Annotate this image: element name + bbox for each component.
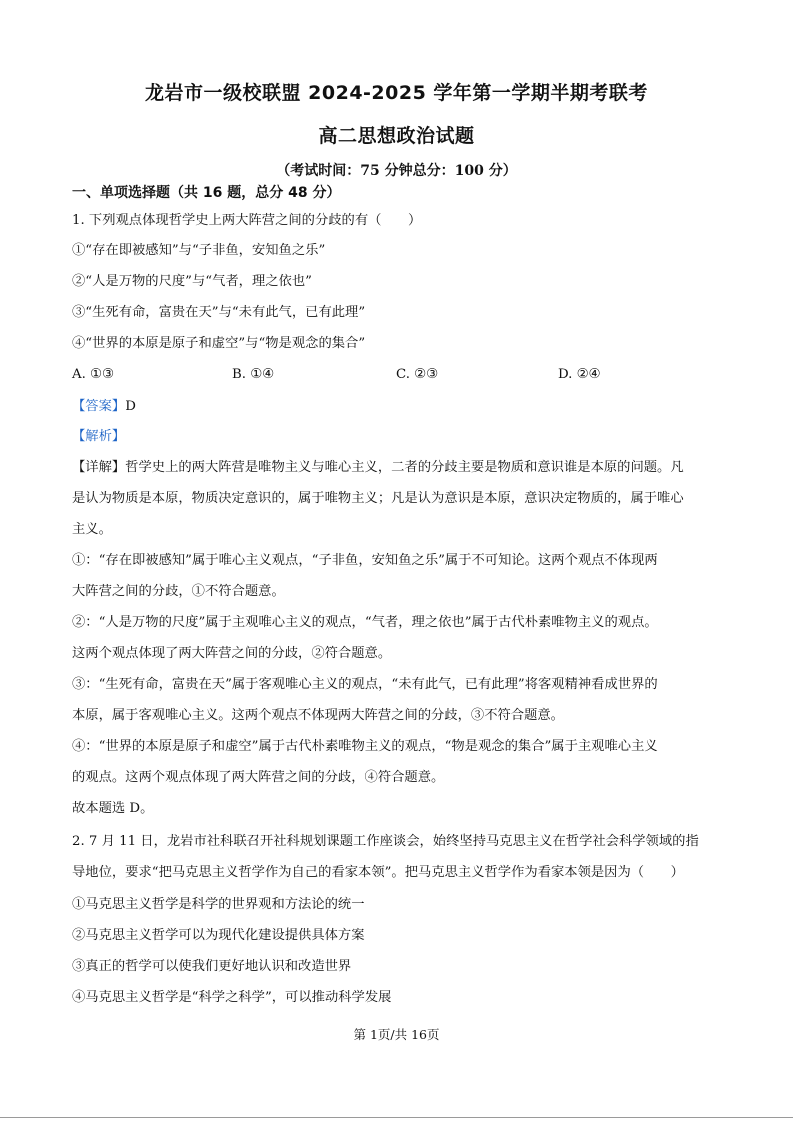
q1-option-a: A. ①③ <box>72 367 114 382</box>
question-2-stem: 2. 7 月 11 日，龙岩市社科联召开社科规划课题工作座谈会，始终坚持马克思主义在哲学社会科学领域的指 <box>72 834 699 849</box>
q2-statement-3: ③真正的哲学可以使我们更好地认识和改造世界 <box>72 959 352 974</box>
q1-detail-line: 主义。 <box>72 522 112 537</box>
page-number: 第 1页/共 16页 <box>353 1027 440 1042</box>
q1-detail-line: 大阵营之间的分歧，①不符合题意。 <box>72 584 285 599</box>
exam-subtitle: 高二思想政治试题 <box>318 125 475 147</box>
q1-detail-line: ②：“人是万物的尺度”属于主观唯心主义的观点，“气者，理之依也”属于古代朴素唯物主义的观点。 <box>72 615 658 630</box>
q1-option-b: B. ①④ <box>232 367 275 382</box>
question-2-stem: 导地位，要求“把马克思主义哲学作为自己的看家本领”。把马克思主义哲学作为看家本领是因为（ ） <box>72 865 684 880</box>
q1-detail-line: 是认为物质是本原，物质决定意识的，属于唯物主义；凡是认为意识是本原，意识决定物质的，属于唯心 <box>72 491 684 506</box>
answer-value: D <box>125 399 136 414</box>
q2-statement-1: ①马克思主义哲学是科学的世界观和方法论的统一 <box>72 897 365 912</box>
q1-option-c: C. ②③ <box>396 367 438 382</box>
analysis-tag: 【解析】 <box>72 429 126 444</box>
answer-tag: 【答案】 <box>72 399 126 414</box>
q1-detail-line: ①：“存在即被感知”属于唯心主义观点，“子非鱼，安知鱼之乐”属于不可知论。这两个观点不体现两 <box>72 553 658 568</box>
exam-title: 龙岩市一级校联盟 2024-2025 学年第一学期半期考联考 <box>145 82 648 104</box>
q1-statement-3: ③“生死有命，富贵在天”与“未有此气，已有此理” <box>72 305 366 320</box>
section-heading: 一、单项选择题（共 16 题，总分 48 分） <box>72 185 341 201</box>
q1-analysis-heading <box>72 428 722 446</box>
q1-statement-2: ②“人是万物的尺度”与“气者，理之依也” <box>72 274 312 289</box>
question-1-stem: 1. 下列观点体现哲学史上两大阵营之间的分歧的有（ ） <box>72 213 422 228</box>
q1-detail-line: 的观点。这两个观点体现了两大阵营之间的分歧，④符合题意。 <box>72 770 445 785</box>
q1-option-d: D. ②④ <box>558 367 601 382</box>
q1-detail-line: 故本题选 D。 <box>72 801 154 816</box>
q1-detail-line: ③：“生死有命，富贵在天”属于客观唯心主义的观点，“未有此气，已有此理”将客观精神看成世界的 <box>72 677 658 692</box>
q1-statement-4: ④“世界的本原是原子和虚空”与“物是观念的集合” <box>72 336 366 351</box>
q1-detail-line: 这两个观点体现了两大阵营之间的分歧，②符合题意。 <box>72 646 392 661</box>
q1-detail-line: 本原，属于客观唯心主义。这两个观点不体现两大阵营之间的分歧，③不符合题意。 <box>72 708 564 723</box>
q2-statement-4: ④马克思主义哲学是“科学之科学”，可以推动科学发展 <box>72 990 392 1005</box>
exam-info: （考试时间：75 分钟总分：100 分） <box>276 163 517 179</box>
q2-statement-2: ②马克思主义哲学可以为现代化建设提供具体方案 <box>72 928 365 943</box>
q1-detail-line: ④：“世界的本原是原子和虚空”属于古代朴素唯物主义的观点，“物是观念的集合”属于主观唯心主义 <box>72 739 658 754</box>
bottom-divider <box>0 1117 793 1118</box>
q1-answer <box>72 398 722 416</box>
q1-detail-line: 【详解】哲学史上的两大阵营是唯物主义与唯心主义，二者的分歧主要是物质和意识谁是本原的问题。凡 <box>72 460 684 475</box>
q1-statement-1: ①“存在即被感知”与“子非鱼，安知鱼之乐” <box>72 243 326 258</box>
